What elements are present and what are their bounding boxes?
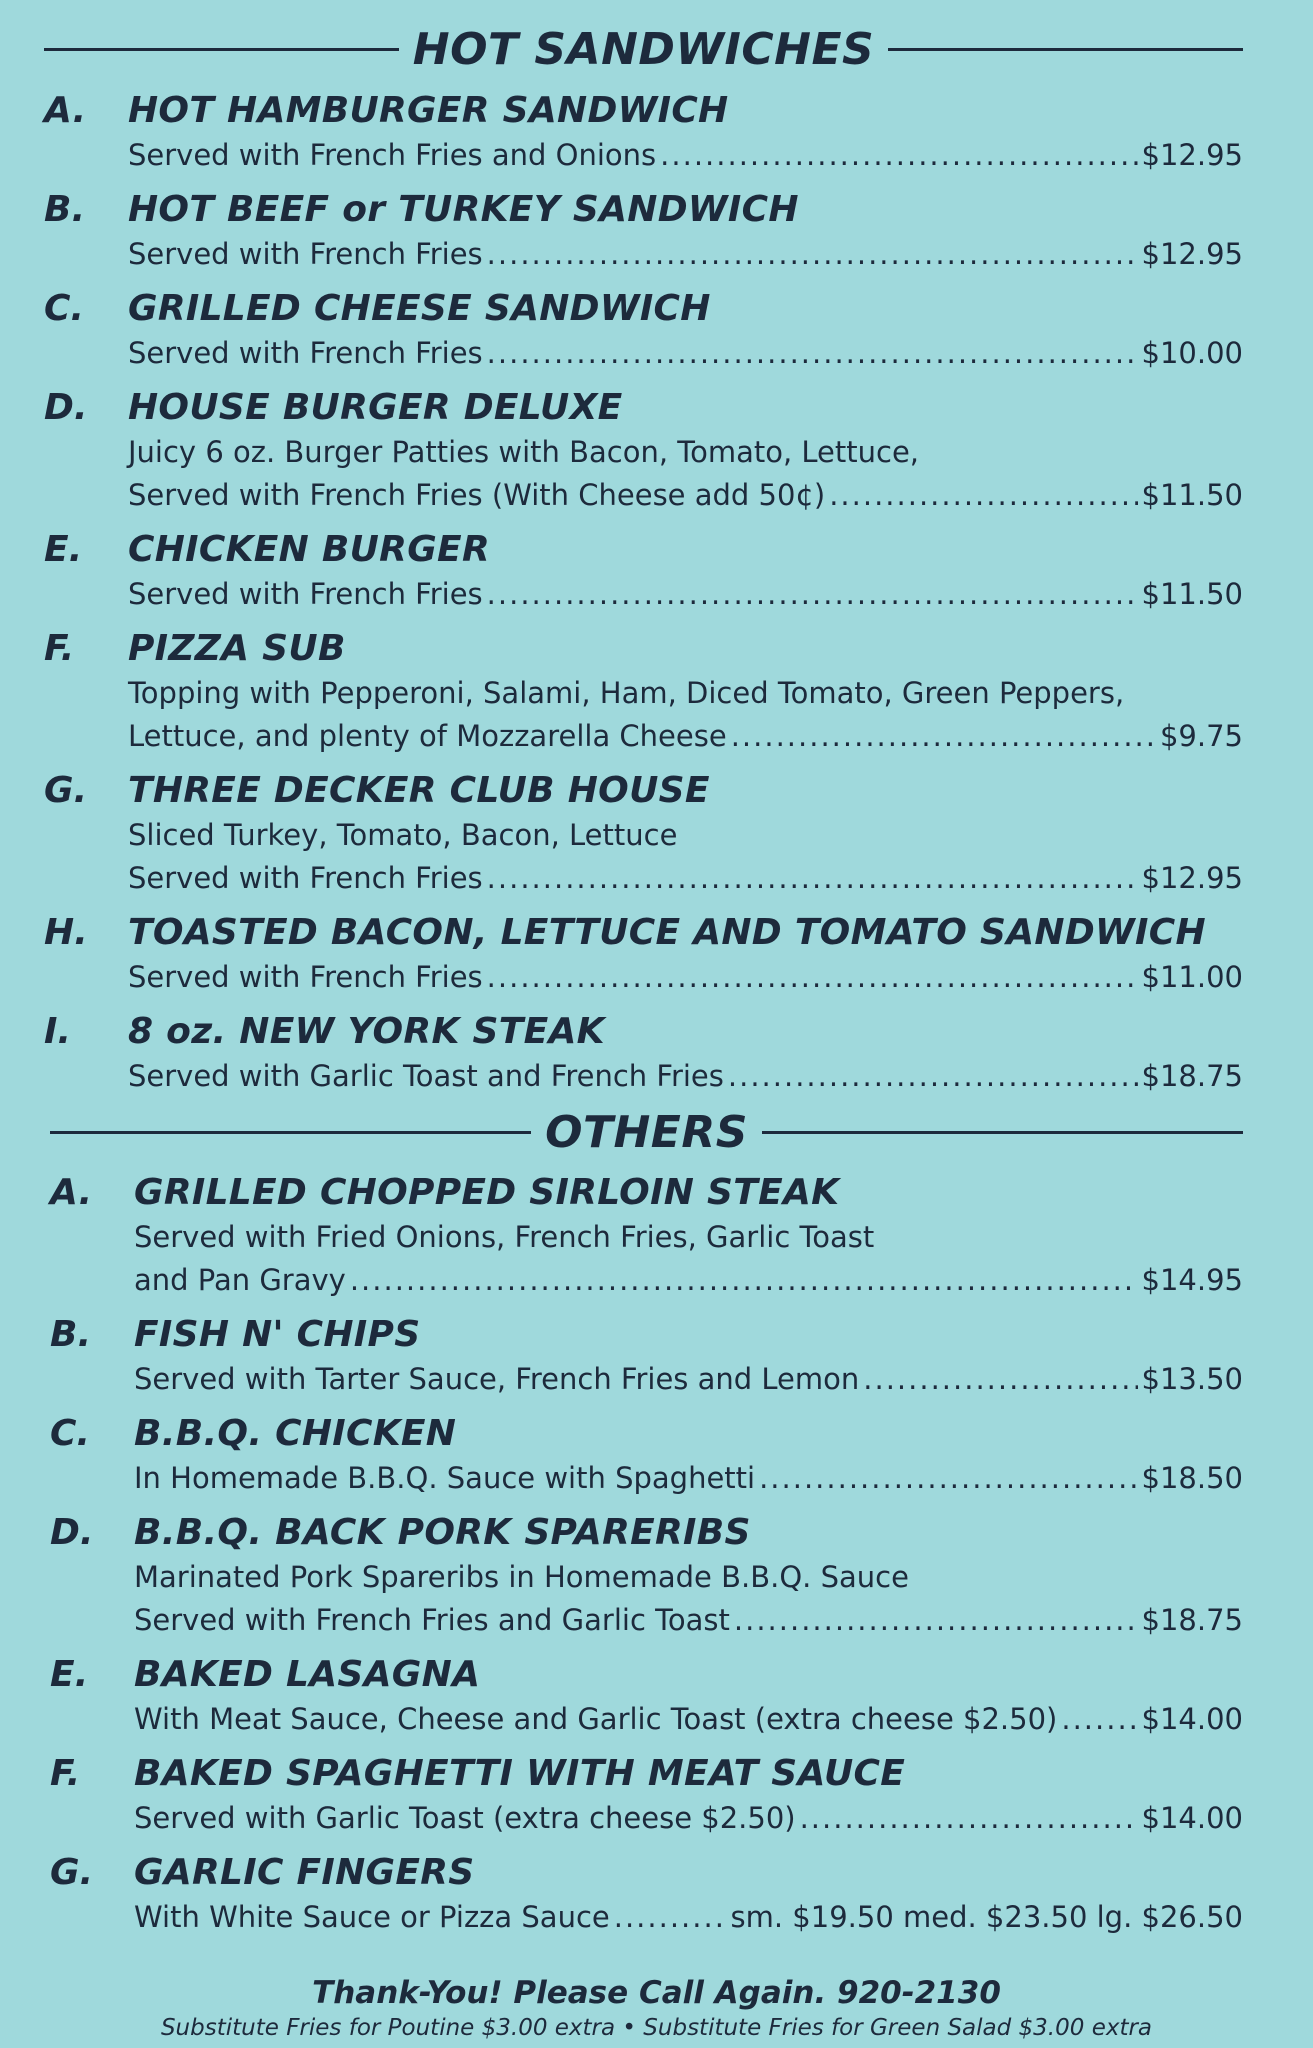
menu-item <box>44 88 1243 177</box>
item-letter: I. <box>44 1011 72 1052</box>
item-letter: E. <box>50 1654 89 1695</box>
item-name: GARLIC FINGERS <box>134 1852 475 1893</box>
item-price-line <box>128 474 1243 517</box>
item-body <box>128 187 1243 276</box>
item-description: Served with French Fries (With Cheese add 50¢) <box>128 478 826 512</box>
item-letter: G. <box>50 1852 94 1893</box>
item-price-line <box>128 857 1243 900</box>
menu-item <box>50 1850 1243 1939</box>
menu-item <box>50 1312 1243 1401</box>
menu-item <box>44 187 1243 276</box>
item-price: $18.50 <box>1141 1461 1243 1495</box>
item-name: GRILLED CHEESE SANDWICH <box>128 288 711 329</box>
substitution-note: Substitute Fries for Poutine $3.00 extra • Substitute Fries for Green Salad $3.00 extra <box>160 2015 1153 2041</box>
item-body <box>128 768 1243 900</box>
item-letter: H. <box>44 912 88 953</box>
item-letter: F. <box>50 1753 81 1794</box>
item-price-line <box>134 1698 1243 1741</box>
item-price: sm. $19.50 med. $23.50 lg. $26.50 <box>730 1900 1243 1934</box>
item-description: In Homemade B.B.Q. Sauce with Spaghetti <box>134 1461 756 1495</box>
others-list <box>44 1170 1243 1939</box>
item-price-line <box>128 573 1243 616</box>
item-price-line <box>128 134 1243 177</box>
item-body <box>128 626 1243 758</box>
item-price: $14.95 <box>1141 1263 1243 1297</box>
item-price: $18.75 <box>1141 1603 1243 1637</box>
item-name: BAKED SPAGHETTI WITH MEAT SAUCE <box>134 1753 906 1794</box>
hot-sandwiches-header <box>44 0 1243 78</box>
item-name: HOT HAMBURGER SANDWICH <box>128 90 729 131</box>
menu-footer <box>44 1973 1243 2043</box>
item-price: $11.50 <box>1141 478 1243 512</box>
item-letter: C. <box>50 1413 91 1454</box>
item-body <box>134 1312 1243 1401</box>
dot-leader <box>800 1797 1138 1840</box>
item-price-line <box>134 1259 1243 1302</box>
item-price-line <box>134 1599 1243 1642</box>
item-name: B.B.Q. CHICKEN <box>134 1413 457 1454</box>
item-description: Marinated Pork Spareribs in Homemade B.B.Q. Sauce <box>134 1560 909 1594</box>
dot-leader <box>487 857 1138 900</box>
item-letter: D. <box>44 387 88 428</box>
item-letter: F. <box>44 628 75 669</box>
menu-item <box>44 385 1243 517</box>
menu-item <box>44 527 1243 616</box>
item-letter: A. <box>44 90 87 131</box>
item-description: Served with French Fries and Garlic Toast <box>134 1603 730 1637</box>
item-price: $10.00 <box>1141 336 1243 370</box>
menu-item <box>44 1009 1243 1098</box>
item-price-line <box>134 1358 1243 1401</box>
item-description: With White Sauce or Pizza Sauce <box>134 1900 610 1934</box>
header-rule-right <box>762 1131 1243 1134</box>
menu-item <box>50 1510 1243 1642</box>
dot-leader <box>1061 1698 1137 1741</box>
item-name: GRILLED CHOPPED SIRLOIN STEAK <box>134 1172 840 1213</box>
item-body <box>128 527 1243 616</box>
item-name: 8 oz. NEW YORK STEAK <box>128 1011 605 1052</box>
item-letter: D. <box>50 1512 94 1553</box>
item-name: HOUSE BURGER DELUXE <box>128 387 623 428</box>
item-body <box>134 1510 1243 1642</box>
item-price: $12.95 <box>1141 138 1243 172</box>
item-description: Sliced Turkey, Tomato, Bacon, Lettuce <box>128 818 678 852</box>
dot-leader <box>614 1896 727 1939</box>
item-name: FISH N' CHIPS <box>134 1314 421 1355</box>
dot-leader <box>487 332 1138 375</box>
item-body <box>128 88 1243 177</box>
header-rule-left <box>44 48 399 51</box>
dot-leader <box>759 1457 1137 1500</box>
item-price: $9.75 <box>1159 719 1243 753</box>
dot-leader <box>731 715 1156 758</box>
dot-leader <box>829 474 1137 517</box>
dot-leader <box>350 1259 1138 1302</box>
item-name: B.B.Q. BACK PORK SPARERIBS <box>134 1512 751 1553</box>
dot-leader <box>487 573 1138 616</box>
dot-leader <box>734 1599 1138 1642</box>
item-name: THREE DECKER CLUB HOUSE <box>128 770 710 811</box>
item-description: Served with Fried Onions, French Fries, Garlic Toast <box>134 1220 875 1254</box>
item-description: Juicy 6 oz. Burger Patties with Bacon, Tomato, Lettuce, <box>128 435 920 469</box>
item-description: Served with French Fries <box>128 861 483 895</box>
section-title: HOT SANDWICHES <box>412 23 875 75</box>
item-letter: B. <box>44 189 86 230</box>
dot-leader <box>487 233 1138 276</box>
item-letter: G. <box>44 770 88 811</box>
item-price: $12.95 <box>1141 861 1243 895</box>
item-description: Served with Garlic Toast and French Fries <box>128 1059 724 1093</box>
hot-sandwiches-list <box>44 88 1243 1098</box>
item-price-line <box>134 1797 1243 1840</box>
item-price-line <box>128 233 1243 276</box>
item-price-line <box>134 1896 1243 1939</box>
item-body <box>134 1411 1243 1500</box>
item-name: PIZZA SUB <box>128 628 346 669</box>
item-description: Served with Tarter Sauce, French Fries and Lemon <box>134 1362 860 1396</box>
header-rule-left <box>50 1131 531 1134</box>
item-body <box>134 1850 1243 1939</box>
item-name: CHICKEN BURGER <box>128 529 490 570</box>
item-letter: C. <box>44 288 85 329</box>
menu-item <box>44 768 1243 900</box>
item-description: Served with French Fries <box>128 237 483 271</box>
item-body <box>134 1170 1243 1302</box>
item-description: Topping with Pepperoni, Salami, Ham, Diced Tomato, Green Peppers, <box>128 676 1125 710</box>
item-body <box>134 1751 1243 1840</box>
thank-you-note: Thank-You! Please Call Again. 920-2130 <box>312 1975 1001 2011</box>
item-price: $11.50 <box>1141 577 1243 611</box>
item-description: Served with French Fries <box>128 577 483 611</box>
item-body <box>134 1652 1243 1741</box>
item-description: Served with French Fries <box>128 960 483 994</box>
item-price: $11.00 <box>1141 960 1243 994</box>
menu-item <box>50 1170 1243 1302</box>
menu-item <box>50 1751 1243 1840</box>
item-price: $14.00 <box>1141 1702 1243 1736</box>
item-body <box>128 286 1243 375</box>
item-price: $14.00 <box>1141 1801 1243 1835</box>
dot-leader <box>728 1055 1138 1098</box>
item-letter: B. <box>50 1314 92 1355</box>
menu-item <box>50 1411 1243 1500</box>
item-letter: A. <box>50 1172 93 1213</box>
others-header <box>44 1104 1243 1160</box>
menu-item <box>50 1652 1243 1741</box>
dot-leader <box>863 1358 1137 1401</box>
menu-item <box>44 286 1243 375</box>
item-name: BAKED LASAGNA <box>134 1654 481 1695</box>
item-name: HOT BEEF or TURKEY SANDWICH <box>128 189 799 230</box>
header-rule-right <box>888 48 1243 51</box>
item-description: Served with French Fries and Onions <box>128 138 657 172</box>
dot-leader <box>487 956 1138 999</box>
item-price-line <box>128 956 1243 999</box>
item-description: Served with Garlic Toast (extra cheese $2.50) <box>134 1801 796 1835</box>
item-price-line <box>128 715 1243 758</box>
item-letter: E. <box>44 529 83 570</box>
item-body <box>128 1009 1243 1098</box>
item-price-line <box>128 1055 1243 1098</box>
item-name: TOASTED BACON, LETTUCE AND TOMATO SANDWICH <box>128 912 1206 953</box>
item-description: Lettuce, and plenty of Mozzarella Cheese <box>128 719 727 753</box>
menu-item <box>44 910 1243 999</box>
item-body <box>128 910 1243 999</box>
item-price: $18.75 <box>1141 1059 1243 1093</box>
item-price: $13.50 <box>1141 1362 1243 1396</box>
section-title: OTHERS <box>545 1106 748 1158</box>
menu-item <box>44 626 1243 758</box>
item-body <box>128 385 1243 517</box>
item-description: With Meat Sauce, Cheese and Garlic Toast (extra cheese $2.50) <box>134 1702 1058 1736</box>
item-price-line <box>128 332 1243 375</box>
item-description: and Pan Gravy <box>134 1263 346 1297</box>
item-price: $12.95 <box>1141 237 1243 271</box>
item-description: Served with French Fries <box>128 336 483 370</box>
dot-leader <box>660 134 1137 177</box>
item-price-line <box>134 1457 1243 1500</box>
